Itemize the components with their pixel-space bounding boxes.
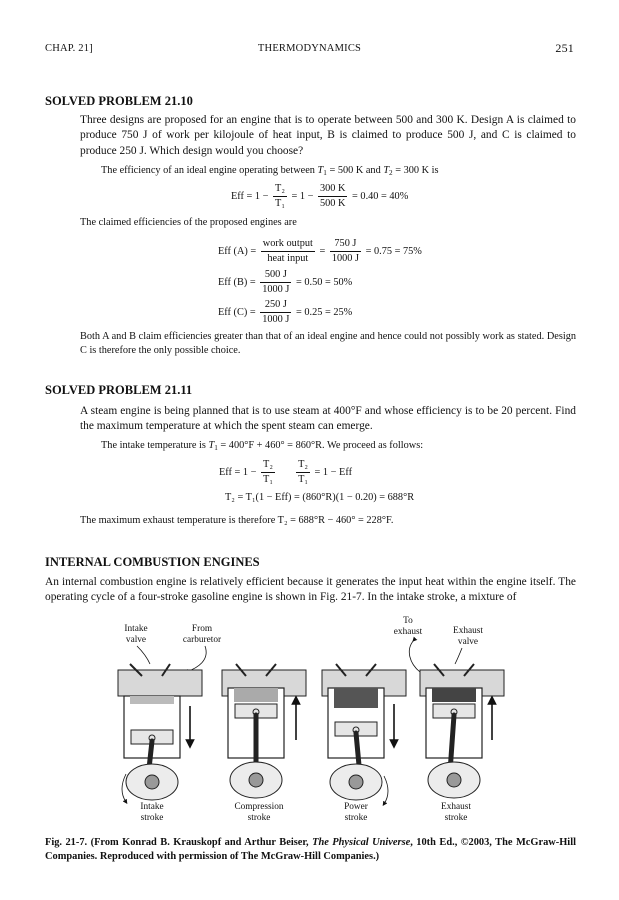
equation-eff-b: Eff (B) = $\frac{500 J}{1000 J}$ = 0.50 = 50% xyxy=(218,269,353,295)
ice-section-text: An internal combustion engine is relatively efficient because it generates the input heat within the engine itself. The operating cycle of a four-stroke gasoline engine is shown in Fig. 21-7. In the intake stroke, a mixture of xyxy=(45,576,576,604)
equation-eff-a: Eff (A) = $\frac{\text{work output}}{\text{heat input}}$ = $\frac{750 J}{1000 J}$ = 0.75 = 75% xyxy=(218,238,422,264)
problem-21-10-intro: The efficiency of an ideal engine operating between $T_1 = 500$ K and $T_2 = 300$ K is xyxy=(101,165,439,177)
callout-from-carburetor: From carburetor xyxy=(182,624,222,645)
problem-21-11-intro: The intake temperature is $T_1 = 400^\circ F + 460^\circ = 860^\circ R$. We proceed as follows: xyxy=(101,440,424,452)
carburetor-arrow xyxy=(186,646,206,672)
engine-compression-stroke xyxy=(222,664,306,798)
problem-21-10-conclusion: Both A and B claim efficiencies greater than that of an ideal engine and hence could not possibly work as stated. Design C is therefore the only possible choice. xyxy=(80,331,576,356)
callout-to-exhaust: To exhaust xyxy=(393,616,423,637)
stroke-label-exhaust: Exhaust stroke xyxy=(441,802,471,823)
equation-eff-c: Eff (C) = $\frac{250 J}{1000 J}$ = 0.25 = 25% xyxy=(218,299,353,325)
intake-valve-leader xyxy=(137,646,150,664)
running-header-chapter: CHAP. 21] xyxy=(45,43,93,54)
problem-21-11-heading: SOLVED PROBLEM 21.11 xyxy=(45,383,193,397)
problem-21-10-heading: SOLVED PROBLEM 21.10 xyxy=(45,94,193,108)
exhaust-flow-arrow xyxy=(409,640,420,672)
equation-t2-result: T₂ = T₁(1 − Eff) = (860°R)(1 − 0.20) = 688°R xyxy=(225,492,415,503)
stroke-label-power: Power stroke xyxy=(344,802,368,823)
figure-caption: Fig. 21-7. (From Konrad B. Krauskopf and Arthur Beiser, The Physical Universe, 10th Ed., ©2003, The McGraw-Hill Companies. Reproduced with permission of The McGraw-Hill Companies.) xyxy=(45,837,576,862)
stroke-label-intake: Intake stroke xyxy=(140,802,164,823)
equation-ideal-efficiency: Eff = 1 − $\frac{\text{T₂}}{\text{T₁}}$ = 1 − $\frac{300 K}{500 K}$ = 0.40 = 40% xyxy=(231,183,409,209)
problem-21-11-conclusion: The maximum exhaust temperature is therefore T₂ = 688°R − 460° = 228°F. xyxy=(80,515,394,526)
engine-intake-stroke xyxy=(118,664,202,802)
stroke-label-compression: Compression stroke xyxy=(234,802,284,823)
exhaust-valve-leader xyxy=(455,648,462,664)
claimed-efficiencies-text: The claimed efficiencies of the proposed engines are xyxy=(80,217,297,228)
page-number: 251 xyxy=(555,41,574,55)
ice-section-heading: INTERNAL COMBUSTION ENGINES xyxy=(45,555,260,569)
engine-power-stroke xyxy=(322,664,406,804)
callout-exhaust-valve: Exhaust valve xyxy=(453,626,483,647)
callout-intake-valve: Intake valve xyxy=(124,624,148,645)
running-header-title: THERMODYNAMICS xyxy=(257,43,362,54)
equation-steam-efficiency: Eff = 1 − $\frac{\text{T₂}}{\text{T₁}}$ $\frac{\text{T₂}}{\text{T₁}}$ = 1 − Eff xyxy=(219,459,352,485)
problem-21-11-statement: A steam engine is being planned that is to use steam at 400°F and whose efficiency is to be 20 percent. Find the maximum temperature at which the spent steam can emerge. xyxy=(80,405,576,433)
engine-exhaust-stroke xyxy=(420,664,504,798)
problem-21-10-statement: Three designs are proposed for an engine that is to operate between 500 and 300 K. Design A is claimed to produce 750 J of work per kilojoule of heat input, B is claimed to produce 500 J, and C is claimed to produce 250 J. Which design would you choose? xyxy=(80,114,576,157)
